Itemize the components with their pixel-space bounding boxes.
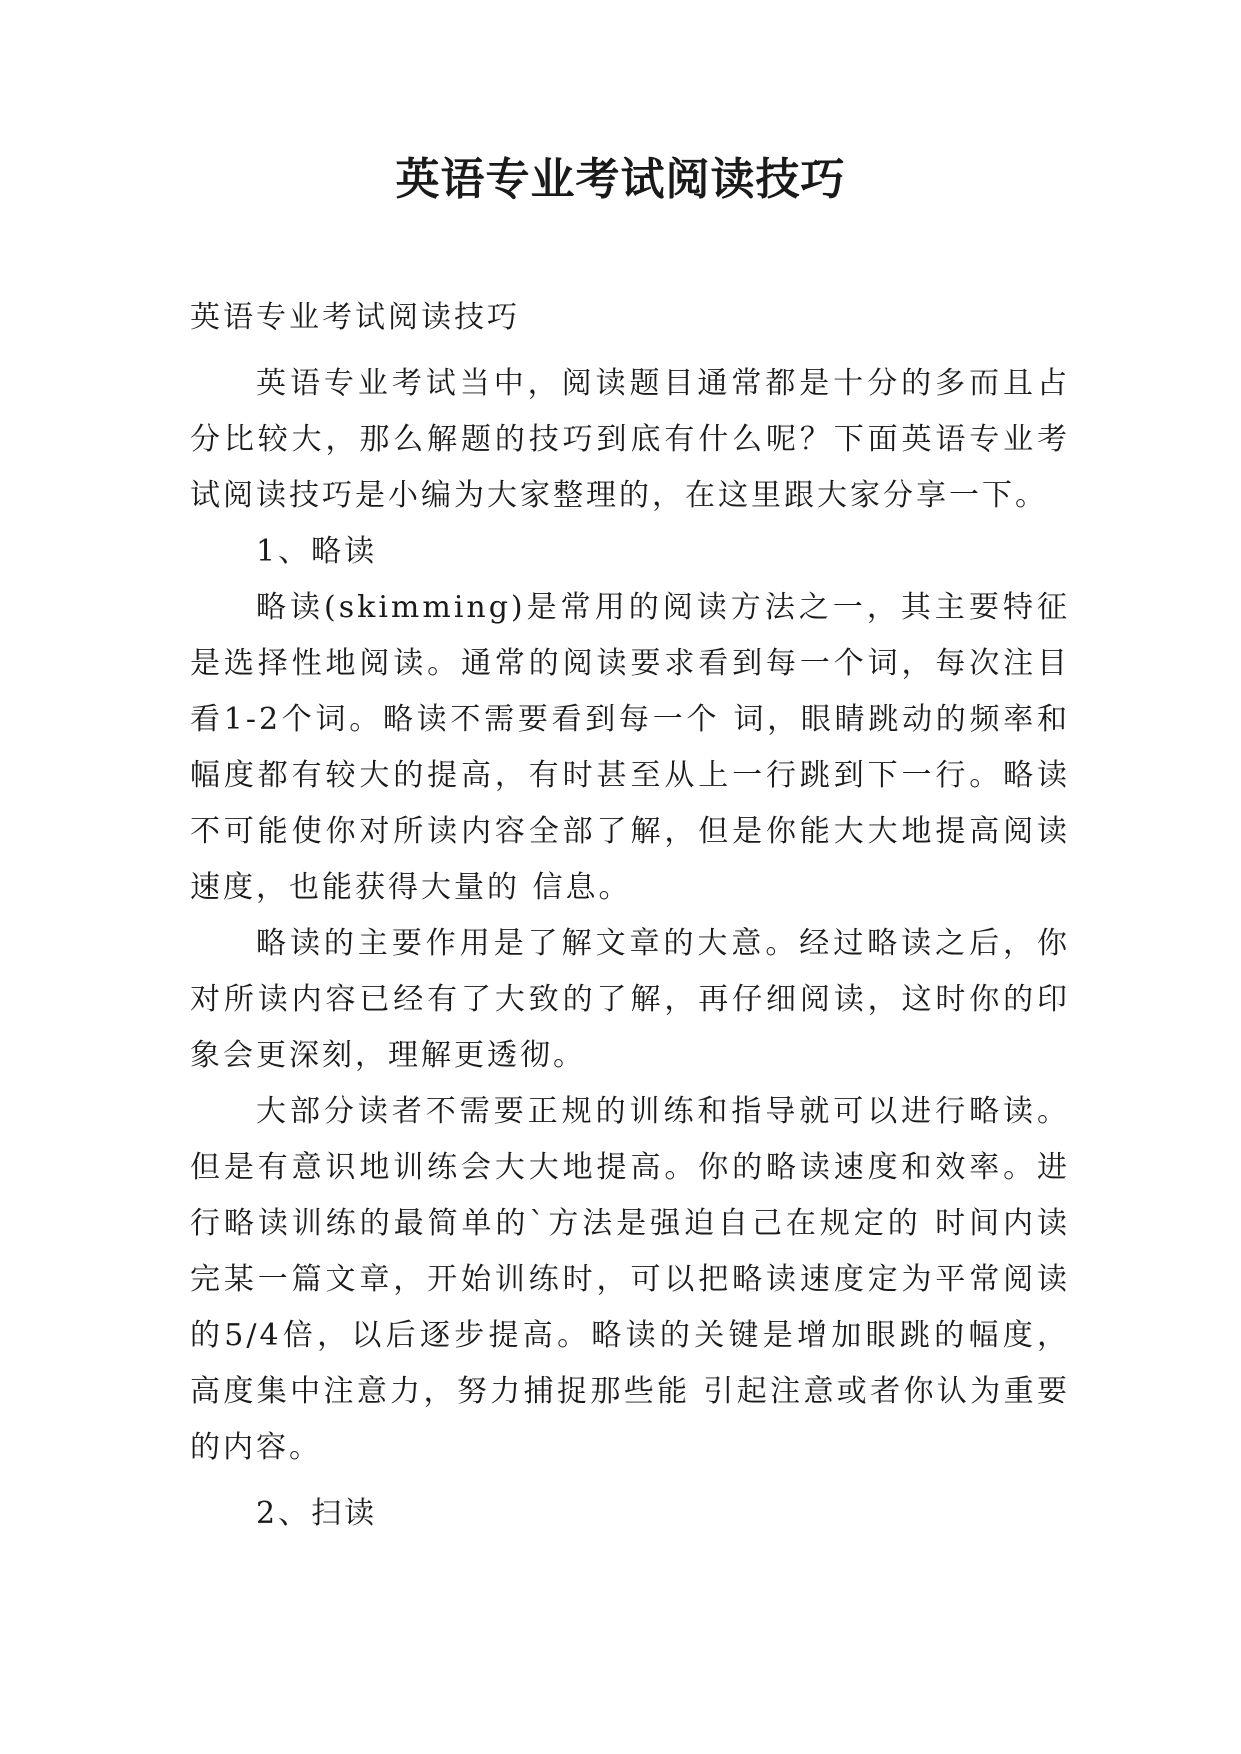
skimming-training-paragraph: 大部分读者不需要正规的训练和指导就可以进行略读。但是有意识地训练会大大地提高。你的略读速度和效率。进行略读训练的最简单的`方法是强迫自己在规定的 时间内读完某一篇文章，开始训练时，可以把略读速度定为平常阅读的5/4倍，以后逐步提高。略读的关键是增加眼跳的幅度，高度集中注意力，努力捕捉那些能 引起注意或者你认为重要的内容。: [190, 1094, 1070, 1465]
subtitle-paragraph: 英语专业考试阅读技巧: [190, 300, 520, 335]
section-heading-scanning: 2、扫读: [256, 1496, 378, 1531]
skimming-definition-paragraph: 略读(skimming)是常用的阅读方法之一，其主要特征是选择性地阅读。通常的阅读要求看到每一个词，每次注目看1-2个词。略读不需要看到每一个 词，眼睛跳动的频率和幅度都有较大的提高，有时甚至从上一行跳到下一行。略读不可能使你对所读内容全部了解，但是你能大大地提高阅读速度，也能获得大量的 信息。: [190, 590, 1070, 905]
section-heading-skimming: 1、略读: [256, 534, 378, 569]
document-title: 英语专业考试阅读技巧: [395, 154, 846, 205]
skimming-purpose-paragraph: 略读的主要作用是了解文章的大意。经过略读之后，你对所读内容已经有了大致的了解，再仔细阅读，这时你的印象会更深刻，理解更透彻。: [190, 926, 1070, 1073]
document-body: [190, 290, 1070, 1542]
intro-paragraph: 英语专业考试当中，阅读题目通常都是十分的多而且占分比较大，那么解题的技巧到底有什么呢？下面英语专业考试阅读技巧是小编为大家整理的，在这里跟大家分享一下。: [190, 366, 1070, 513]
